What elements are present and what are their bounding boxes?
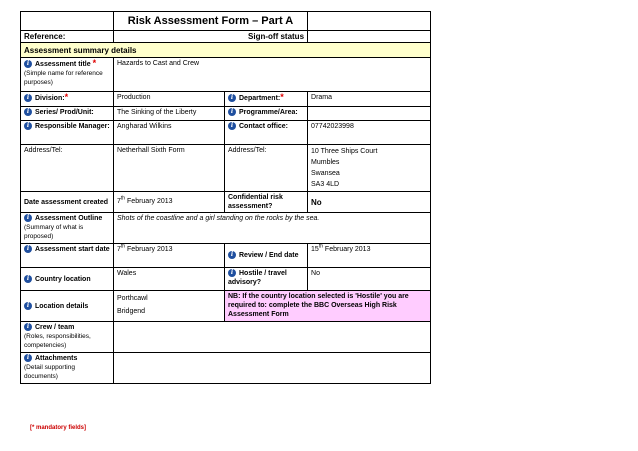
hostile-notice: NB: If the country location selected is 'Hostile' you are required to: complete the BBC Overseas High Risk Assessment Form xyxy=(225,291,431,322)
date-created-value[interactable] xyxy=(114,192,225,213)
page-title: Risk Assessment Form – Part A xyxy=(114,12,308,31)
confidential-value[interactable]: No xyxy=(308,192,431,213)
crew-label: Crew / team xyxy=(35,324,75,331)
title-left-blank xyxy=(21,12,114,31)
department-cell xyxy=(225,92,308,107)
address-right-label: Address/Tel: xyxy=(225,145,308,192)
summary-heading: Assessment summary details xyxy=(21,43,431,58)
crew-value[interactable] xyxy=(114,322,431,353)
start-date-cell xyxy=(21,244,114,268)
programme-value[interactable] xyxy=(308,107,431,121)
reference-field[interactable] xyxy=(114,31,308,43)
mandatory-star-icon: * xyxy=(280,92,284,102)
country-label: Country location xyxy=(35,275,91,283)
risk-assessment-form xyxy=(20,11,430,384)
assessment-title-label: Assessment title xyxy=(35,61,91,68)
info-icon[interactable]: i xyxy=(24,94,32,102)
form-table xyxy=(20,11,431,384)
address-line: Mumbles xyxy=(311,159,340,166)
location-line: Porthcawl xyxy=(117,295,148,302)
contact-cell xyxy=(225,121,308,145)
attachments-cell xyxy=(21,353,114,384)
info-icon[interactable]: i xyxy=(228,108,236,116)
date-rest: February 2013 xyxy=(125,198,173,205)
programme-label: Programme/Area: xyxy=(239,109,298,116)
responsible-cell xyxy=(21,121,114,145)
department-label: Department: xyxy=(239,95,281,102)
address-right-value[interactable] xyxy=(308,145,431,192)
reference-label: Reference: xyxy=(21,31,114,43)
attachments-value[interactable] xyxy=(114,353,431,384)
assessment-title-value[interactable]: Hazards to Cast and Crew xyxy=(114,58,431,92)
review-label: Review / End date xyxy=(239,252,299,259)
location-value[interactable] xyxy=(114,291,225,322)
info-icon[interactable]: i xyxy=(228,94,236,102)
date-day: 7 xyxy=(117,246,121,253)
address-line: Swansea xyxy=(311,170,340,177)
info-icon[interactable]: i xyxy=(24,122,32,130)
outline-cell xyxy=(21,213,114,244)
title-right-blank xyxy=(308,12,431,31)
info-icon[interactable]: i xyxy=(228,122,236,130)
location-line: Bridgend xyxy=(117,308,146,315)
review-cell xyxy=(225,244,308,268)
review-value[interactable] xyxy=(308,244,431,268)
hostile-value[interactable]: No xyxy=(308,268,431,291)
info-icon[interactable]: i xyxy=(228,251,236,259)
info-icon[interactable]: i xyxy=(24,323,32,331)
series-value[interactable]: The Sinking of the Liberty xyxy=(114,107,225,121)
info-icon[interactable]: i xyxy=(24,275,32,283)
start-date-value[interactable] xyxy=(114,244,225,268)
responsible-value[interactable]: Angharad Wilkins xyxy=(114,121,225,145)
date-rest: February 2013 xyxy=(322,246,371,253)
address-left-label: Address/Tel: xyxy=(21,145,114,192)
signoff-field[interactable] xyxy=(308,31,431,43)
division-value[interactable]: Production xyxy=(114,92,225,107)
confidential-label: Confidential risk assessment? xyxy=(225,192,308,213)
country-cell xyxy=(21,268,114,291)
address-line: 10 Three Ships Court xyxy=(311,148,378,155)
programme-cell xyxy=(225,107,308,121)
outline-label: Assessment Outline xyxy=(35,215,103,222)
contact-label: Contact office: xyxy=(239,123,288,130)
country-value[interactable]: Wales xyxy=(114,268,225,291)
start-date-label: Assessment start date xyxy=(35,246,110,253)
attachments-label: Attachments xyxy=(35,355,78,362)
location-cell xyxy=(21,291,114,322)
date-day: 7 xyxy=(117,198,121,205)
crew-cell xyxy=(21,322,114,353)
date-rest: February 2013 xyxy=(125,246,173,253)
contact-value[interactable]: 07742023998 xyxy=(308,121,431,145)
hostile-label: Hostile / travel advisory? xyxy=(228,270,287,286)
date-day: 15 xyxy=(311,246,319,253)
info-icon[interactable]: i xyxy=(24,302,32,310)
info-icon[interactable]: i xyxy=(228,269,236,277)
hostile-cell xyxy=(225,268,308,291)
series-label: Series/ Prod/Unit: xyxy=(35,109,94,116)
division-cell xyxy=(21,92,114,107)
info-icon[interactable]: i xyxy=(24,245,32,253)
department-value[interactable]: Drama xyxy=(308,92,431,107)
outline-value[interactable]: Shots of the coastline and a girl standing on the rocks by the sea. xyxy=(114,213,431,244)
location-label: Location details xyxy=(35,302,89,310)
date-sup: th xyxy=(120,195,126,202)
info-icon[interactable]: i xyxy=(24,354,32,362)
division-label: Division: xyxy=(35,95,65,102)
address-left-value[interactable]: Netherhall Sixth Form xyxy=(114,145,225,192)
date-sup: th xyxy=(318,243,323,250)
crew-sub: (Roles, responsibilities, competencies) xyxy=(24,333,91,349)
responsible-label: Responsible Manager: xyxy=(35,123,110,130)
signoff-label: Sign-off status xyxy=(248,32,305,41)
info-icon[interactable]: i xyxy=(24,108,32,116)
address-line: SA3 4LD xyxy=(311,181,340,188)
assessment-title-cell xyxy=(21,58,114,92)
date-created-label: Date assessment created xyxy=(21,192,114,213)
assessment-title-sub: (Simple name for reference purposes) xyxy=(24,70,103,86)
mandatory-star-icon: * xyxy=(92,58,97,68)
series-cell xyxy=(21,107,114,121)
mandatory-fields-note: [* mandatory fields] xyxy=(30,425,87,431)
outline-sub: (Summary of what is proposed) xyxy=(24,224,84,240)
info-icon[interactable]: i xyxy=(24,214,32,222)
date-sup: th xyxy=(120,243,126,250)
info-icon[interactable]: i xyxy=(24,60,32,68)
mandatory-star-icon: * xyxy=(64,92,69,102)
attachments-sub: (Detail supporting documents) xyxy=(24,364,75,380)
